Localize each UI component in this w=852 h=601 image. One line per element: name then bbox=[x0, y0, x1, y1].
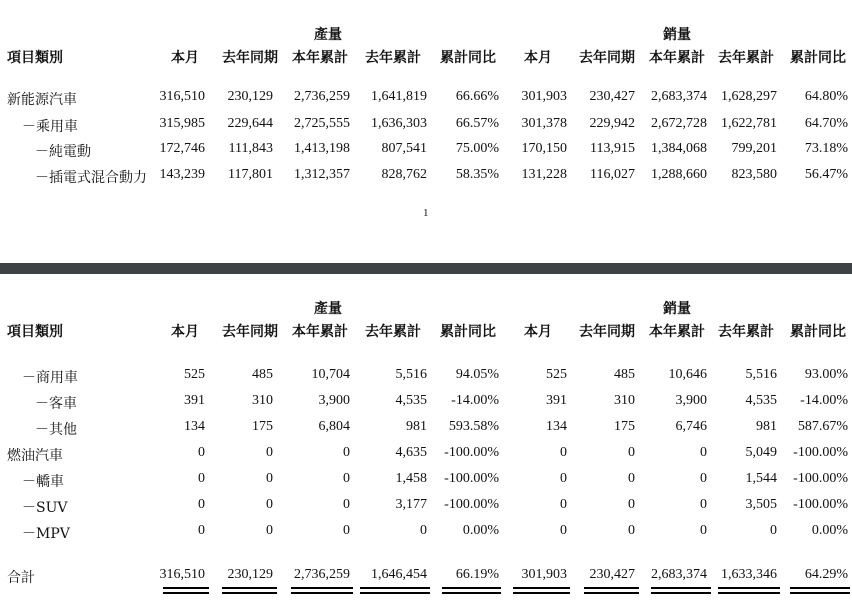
total-double-underline-top bbox=[291, 587, 353, 589]
cell-value: 56.47% bbox=[804, 167, 848, 182]
sales-col-header-2: 本年累計 bbox=[649, 324, 705, 340]
total-double-underline-top bbox=[442, 587, 501, 589]
cell-value: 64.29% bbox=[804, 567, 848, 582]
cell-value: 0 bbox=[770, 523, 777, 538]
row-label: －客車 bbox=[35, 396, 77, 412]
cell-value: 0 bbox=[628, 523, 635, 538]
cell-value: 1,288,660 bbox=[651, 167, 707, 182]
table-row bbox=[0, 89, 852, 109]
total-double-underline-top bbox=[790, 587, 850, 589]
cell-value: 593.58% bbox=[448, 419, 499, 434]
cell-value: 143,239 bbox=[159, 167, 205, 182]
total-double-underline-bottom bbox=[513, 592, 570, 594]
cell-value: 116,027 bbox=[590, 167, 635, 182]
cell-value: 4,635 bbox=[395, 445, 427, 460]
cell-value: -100.00% bbox=[793, 497, 848, 512]
total-double-underline-top bbox=[222, 587, 277, 589]
sales-col-header-0: 本月 bbox=[524, 324, 552, 340]
cell-value: 3,505 bbox=[745, 497, 777, 512]
row-label: －MPV bbox=[22, 526, 70, 542]
total-double-underline-top bbox=[163, 587, 209, 589]
cell-value: 0 bbox=[560, 445, 567, 460]
cell-value: 113,915 bbox=[590, 141, 635, 156]
cell-value: 230,129 bbox=[227, 89, 273, 104]
cell-value: 73.18% bbox=[804, 141, 848, 156]
cell-value: 131,228 bbox=[521, 167, 567, 182]
cell-value: 0 bbox=[266, 445, 273, 460]
cell-value: 229,942 bbox=[589, 116, 635, 131]
sales-col-header-4: 累計同比 bbox=[790, 324, 846, 340]
cell-value: 3,900 bbox=[318, 393, 350, 408]
cell-value: 6,804 bbox=[318, 419, 350, 434]
row-label: －插電式混合動力 bbox=[35, 170, 147, 186]
total-double-underline-bottom bbox=[360, 592, 430, 594]
cell-value: 170,150 bbox=[521, 141, 567, 156]
cell-value: 64.70% bbox=[804, 116, 848, 131]
cell-value: 587.67% bbox=[797, 419, 848, 434]
cell-value: 0 bbox=[198, 471, 205, 486]
production-col-header-1: 去年同期 bbox=[222, 324, 278, 340]
cell-value: 823,580 bbox=[731, 167, 777, 182]
cell-value: 0 bbox=[343, 497, 350, 512]
sales-col-header-3: 去年累計 bbox=[718, 50, 774, 66]
row-label: 合計 bbox=[7, 570, 35, 586]
cell-value: 525 bbox=[546, 367, 567, 382]
cell-value: 0 bbox=[343, 445, 350, 460]
sales-col-header-1: 去年同期 bbox=[579, 324, 635, 340]
cell-value: -14.00% bbox=[800, 393, 848, 408]
cell-value: 391 bbox=[184, 393, 205, 408]
row-label: －乘用車 bbox=[22, 119, 78, 135]
cell-value: 828,762 bbox=[381, 167, 427, 182]
total-row bbox=[0, 567, 852, 587]
cell-value: 0.00% bbox=[811, 523, 848, 538]
cell-value: 0.00% bbox=[462, 523, 499, 538]
sales-col-header-0: 本月 bbox=[524, 50, 552, 66]
cell-value: 5,516 bbox=[745, 367, 777, 382]
production-col-header-3: 去年累計 bbox=[365, 50, 421, 66]
cell-value: 1,384,068 bbox=[651, 141, 707, 156]
cell-value: -100.00% bbox=[793, 471, 848, 486]
cell-value: 0 bbox=[700, 471, 707, 486]
total-double-underline-bottom bbox=[718, 592, 780, 594]
cell-value: 0 bbox=[198, 497, 205, 512]
page-2 bbox=[0, 274, 852, 601]
cell-value: 391 bbox=[546, 393, 567, 408]
total-double-underline-bottom bbox=[222, 592, 277, 594]
cell-value: 111,843 bbox=[228, 141, 273, 156]
cell-value: 2,736,259 bbox=[294, 567, 350, 582]
total-double-underline-bottom bbox=[291, 592, 353, 594]
production-col-header-2: 本年累計 bbox=[292, 50, 348, 66]
cell-value: 1,628,297 bbox=[721, 89, 777, 104]
cell-value: 316,510 bbox=[159, 89, 205, 104]
cell-value: 229,644 bbox=[227, 116, 273, 131]
cell-value: 230,427 bbox=[589, 567, 635, 582]
table-row bbox=[0, 497, 852, 517]
sales-group-header: 銷量 bbox=[663, 27, 691, 43]
cell-value: 2,672,728 bbox=[651, 116, 707, 131]
cell-value: 230,427 bbox=[589, 89, 635, 104]
cell-value: -100.00% bbox=[444, 445, 499, 460]
total-double-underline-bottom bbox=[584, 592, 639, 594]
page-1 bbox=[0, 0, 852, 263]
cell-value: 799,201 bbox=[731, 141, 777, 156]
production-col-header-4: 累計同比 bbox=[440, 324, 496, 340]
cell-value: 1,413,198 bbox=[294, 141, 350, 156]
cell-value: 301,903 bbox=[521, 567, 567, 582]
cell-value: 175 bbox=[252, 419, 273, 434]
production-col-header-1: 去年同期 bbox=[222, 50, 278, 66]
row-label: －其他 bbox=[35, 422, 77, 438]
cell-value: 2,736,259 bbox=[294, 89, 350, 104]
cell-value: 0 bbox=[198, 445, 205, 460]
cell-value: 0 bbox=[700, 497, 707, 512]
total-double-underline-bottom bbox=[163, 592, 209, 594]
cell-value: 6,746 bbox=[675, 419, 707, 434]
cell-value: 0 bbox=[198, 523, 205, 538]
cell-value: 0 bbox=[560, 471, 567, 486]
row-label: －純電動 bbox=[35, 144, 91, 160]
cell-value: 58.35% bbox=[455, 167, 499, 182]
cell-value: 1,641,819 bbox=[371, 89, 427, 104]
total-double-underline-top bbox=[584, 587, 639, 589]
production-col-header-2: 本年累計 bbox=[292, 324, 348, 340]
item-category-header: 項目類別 bbox=[7, 50, 63, 66]
cell-value: 0 bbox=[560, 497, 567, 512]
cell-value: 10,646 bbox=[668, 367, 707, 382]
cell-value: 0 bbox=[700, 445, 707, 460]
total-double-underline-top bbox=[360, 587, 430, 589]
cell-value: 172,746 bbox=[159, 141, 205, 156]
table-row bbox=[0, 367, 852, 387]
table-row bbox=[0, 523, 852, 543]
table-row bbox=[0, 116, 852, 136]
table-row bbox=[0, 393, 852, 413]
cell-value: 1,636,303 bbox=[371, 116, 427, 131]
total-double-underline-top bbox=[513, 587, 570, 589]
production-group-header: 產量 bbox=[314, 27, 342, 43]
cell-value: 5,516 bbox=[395, 367, 427, 382]
cell-value: 10,704 bbox=[311, 367, 350, 382]
cell-value: 1,633,346 bbox=[721, 567, 777, 582]
cell-value: 66.19% bbox=[455, 567, 499, 582]
production-col-header-0: 本月 bbox=[171, 324, 199, 340]
table-row bbox=[0, 445, 852, 465]
cell-value: 230,129 bbox=[227, 567, 273, 582]
row-label: －SUV bbox=[22, 500, 68, 516]
cell-value: -100.00% bbox=[793, 445, 848, 460]
page-number: 1 bbox=[423, 207, 429, 219]
cell-value: 64.80% bbox=[804, 89, 848, 104]
cell-value: 310 bbox=[614, 393, 635, 408]
row-label: 新能源汽車 bbox=[7, 92, 77, 108]
cell-value: 525 bbox=[184, 367, 205, 382]
production-col-header-3: 去年累計 bbox=[365, 324, 421, 340]
table-row bbox=[0, 419, 852, 439]
cell-value: -14.00% bbox=[451, 393, 499, 408]
cell-value: 0 bbox=[628, 471, 635, 486]
cell-value: 94.05% bbox=[455, 367, 499, 382]
cell-value: 1,646,454 bbox=[371, 567, 427, 582]
sales-col-header-1: 去年同期 bbox=[579, 50, 635, 66]
table-row bbox=[0, 141, 852, 161]
cell-value: 1,458 bbox=[395, 471, 427, 486]
total-double-underline-bottom bbox=[651, 592, 711, 594]
cell-value: 316,510 bbox=[159, 567, 205, 582]
sales-col-header-4: 累計同比 bbox=[790, 50, 846, 66]
cell-value: 5,049 bbox=[745, 445, 777, 460]
cell-value: 0 bbox=[343, 471, 350, 486]
item-category-header: 項目類別 bbox=[7, 324, 63, 340]
cell-value: 0 bbox=[628, 497, 635, 512]
cell-value: 301,378 bbox=[521, 116, 567, 131]
cell-value: 4,535 bbox=[395, 393, 427, 408]
cell-value: 0 bbox=[700, 523, 707, 538]
total-double-underline-top bbox=[718, 587, 780, 589]
cell-value: 134 bbox=[546, 419, 567, 434]
cell-value: 981 bbox=[406, 419, 427, 434]
row-label: －轎車 bbox=[22, 474, 64, 490]
cell-value: 3,177 bbox=[395, 497, 427, 512]
cell-value: 807,541 bbox=[381, 141, 427, 156]
total-double-underline-bottom bbox=[790, 592, 850, 594]
production-col-header-0: 本月 bbox=[171, 50, 199, 66]
total-double-underline-top bbox=[651, 587, 711, 589]
cell-value: 0 bbox=[266, 523, 273, 538]
cell-value: 2,683,374 bbox=[651, 567, 707, 582]
table-row bbox=[0, 471, 852, 491]
cell-value: 75.00% bbox=[455, 141, 499, 156]
cell-value: 1,312,357 bbox=[294, 167, 350, 182]
cell-value: 315,985 bbox=[159, 116, 205, 131]
cell-value: 4,535 bbox=[745, 393, 777, 408]
total-double-underline-bottom bbox=[442, 592, 501, 594]
cell-value: 1,622,781 bbox=[721, 116, 777, 131]
cell-value: 66.57% bbox=[455, 116, 499, 131]
cell-value: -100.00% bbox=[444, 471, 499, 486]
cell-value: 93.00% bbox=[804, 367, 848, 382]
cell-value: 0 bbox=[266, 471, 273, 486]
sales-group-header: 銷量 bbox=[663, 301, 691, 317]
row-label: －商用車 bbox=[22, 370, 78, 386]
cell-value: 175 bbox=[614, 419, 635, 434]
page-divider bbox=[0, 263, 852, 274]
cell-value: 117,801 bbox=[228, 167, 273, 182]
cell-value: 0 bbox=[420, 523, 427, 538]
sales-col-header-3: 去年累計 bbox=[718, 324, 774, 340]
cell-value: 0 bbox=[628, 445, 635, 460]
cell-value: 485 bbox=[252, 367, 273, 382]
cell-value: 1,544 bbox=[745, 471, 777, 486]
cell-value: 0 bbox=[560, 523, 567, 538]
cell-value: 134 bbox=[184, 419, 205, 434]
cell-value: 3,900 bbox=[675, 393, 707, 408]
cell-value: 0 bbox=[343, 523, 350, 538]
cell-value: 981 bbox=[756, 419, 777, 434]
cell-value: -100.00% bbox=[444, 497, 499, 512]
cell-value: 66.66% bbox=[455, 89, 499, 104]
cell-value: 310 bbox=[252, 393, 273, 408]
sales-col-header-2: 本年累計 bbox=[649, 50, 705, 66]
cell-value: 2,725,555 bbox=[294, 116, 350, 131]
table-row bbox=[0, 167, 852, 187]
cell-value: 2,683,374 bbox=[651, 89, 707, 104]
row-label: 燃油汽車 bbox=[7, 448, 63, 464]
cell-value: 485 bbox=[614, 367, 635, 382]
production-group-header: 產量 bbox=[314, 301, 342, 317]
cell-value: 0 bbox=[266, 497, 273, 512]
production-col-header-4: 累計同比 bbox=[440, 50, 496, 66]
cell-value: 301,903 bbox=[521, 89, 567, 104]
